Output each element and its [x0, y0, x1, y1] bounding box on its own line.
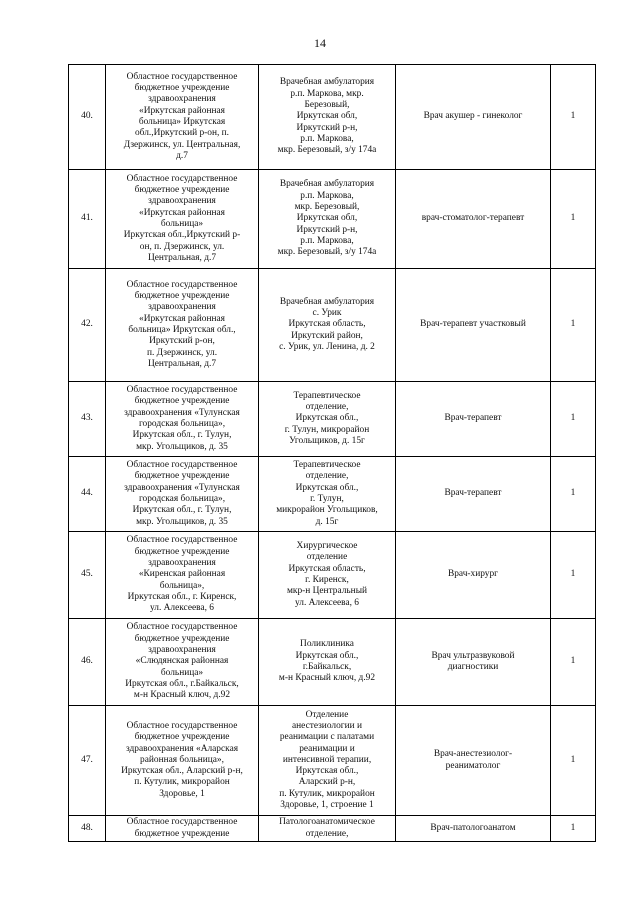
address-cell: Патологоанатомическое отделение, [259, 816, 396, 842]
count-cell: 1 [551, 170, 596, 269]
address-cell: Терапевтическое отделение, Иркутская обл., г. Тулун, микрорайон Угольщиков, д. 15г [259, 382, 396, 457]
table-row [69, 65, 596, 170]
position-cell: Врач-терапевт участковый [396, 269, 551, 382]
table-row [69, 170, 596, 269]
position-cell: Врач-хирург [396, 532, 551, 619]
page-number: 14 [314, 36, 326, 50]
row-number-cell: 46. [69, 619, 106, 706]
count-cell: 1 [551, 65, 596, 170]
organization-cell: Областное государственное бюджетное учреждение здравоохранения «Иркутская районная больница» Иркутская обл., Иркутский р-он, п. Дзержинск, ул. Центральная, д.7 [106, 269, 259, 382]
count-cell: 1 [551, 706, 596, 816]
organization-cell: Областное государственное бюджетное учреждение здравоохранения «Иркутская районная больница» Иркутская обл.,Иркутский р- он, п. Дзержинск, ул. Центральная, д.7 [106, 170, 259, 269]
table-row [69, 706, 596, 816]
position-cell: врач-стоматолог-терапевт [396, 170, 551, 269]
position-cell: Врач-терапевт [396, 382, 551, 457]
count-cell: 1 [551, 382, 596, 457]
count-cell: 1 [551, 619, 596, 706]
organization-cell: Областное государственное бюджетное учреждение здравоохранения «Киренская районная больница», Иркутская обл., г. Киренск, ул. Алексеева, 6 [106, 532, 259, 619]
organization-cell: Областное государственное бюджетное учреждение здравоохранения «Тулунская городская больница», Иркутская обл., г. Тулун, мкр. Угольщиков, д. 35 [106, 457, 259, 532]
organization-cell: Областное государственное бюджетное учреждение здравоохранения «Слюдянская районная больница» Иркутская обл., г.Байкальск, м-н Красный ключ, д.92 [106, 619, 259, 706]
organization-cell: Областное государственное бюджетное учреждение здравоохранения «Иркутская районная больница» Иркутская обл.,Иркутский р-он, п. Дзержинск, ул. Центральная, д.7 [106, 65, 259, 170]
vacancy-table [68, 64, 596, 842]
table-row [69, 532, 596, 619]
position-cell: Врач акушер - гинеколог [396, 65, 551, 170]
row-number-cell: 48. [69, 816, 106, 842]
organization-cell: Областное государственное бюджетное учреждение здравоохранения «Тулунская городская больница», Иркутская обл., г. Тулун, мкр. Угольщиков, д. 35 [106, 382, 259, 457]
table-row [69, 619, 596, 706]
position-cell: Врач-патологоанатом [396, 816, 551, 842]
table-row [69, 457, 596, 532]
organization-cell: Областное государственное бюджетное учреждение здравоохранения «Аларская районная больница», Иркутская обл., Аларский р-н, п. Кутулик, микрорайон Здоровье, 1 [106, 706, 259, 816]
table-row [69, 382, 596, 457]
address-cell: Поликлиника Иркутская обл., г.Байкальск, м-н Красный ключ, д.92 [259, 619, 396, 706]
address-cell: Хирургическое отделение Иркутская область, г. Киренск, мкр-н Центральный ул. Алексеева, 6 [259, 532, 396, 619]
row-number-cell: 41. [69, 170, 106, 269]
position-cell: Врач-анестезиолог- реаниматолог [396, 706, 551, 816]
address-cell: Отделение анестезиологии и реанимации с палатами реанимации и интенсивной терапии, Иркутская обл., Аларский р-н, п. Кутулик, микрорайон Здоровье, 1, строение 1 [259, 706, 396, 816]
address-cell: Врачебная амбулатория р.п. Маркова, мкр. Березовый, Иркутская обл, Иркутский р-н, р.п. Маркова, мкр. Березовый, з/у 174а [259, 170, 396, 269]
address-cell: Врачебная амбулатория р.п. Маркова, мкр. Березовый, Иркутская обл, Иркутский р-н, р.п. Маркова, мкр. Березовый, з/у 174а [259, 65, 396, 170]
row-number-cell: 47. [69, 706, 106, 816]
count-cell: 1 [551, 269, 596, 382]
position-cell: Врач ультразвуковой диагностики [396, 619, 551, 706]
row-number-cell: 44. [69, 457, 106, 532]
count-cell: 1 [551, 532, 596, 619]
row-number-cell: 45. [69, 532, 106, 619]
row-number-cell: 40. [69, 65, 106, 170]
count-cell: 1 [551, 816, 596, 842]
row-number-cell: 42. [69, 269, 106, 382]
address-cell: Терапевтическое отделение, Иркутская обл., г. Тулун, микрорайон Угольщиков, д. 15г [259, 457, 396, 532]
organization-cell: Областное государственное бюджетное учреждение [106, 816, 259, 842]
table-row [69, 269, 596, 382]
table-row [69, 816, 596, 842]
address-cell: Врачебная амбулатория с. Урик Иркутская область, Иркутский район, с. Урик, ул. Ленина, д. 2 [259, 269, 396, 382]
count-cell: 1 [551, 457, 596, 532]
position-cell: Врач-терапевт [396, 457, 551, 532]
row-number-cell: 43. [69, 382, 106, 457]
